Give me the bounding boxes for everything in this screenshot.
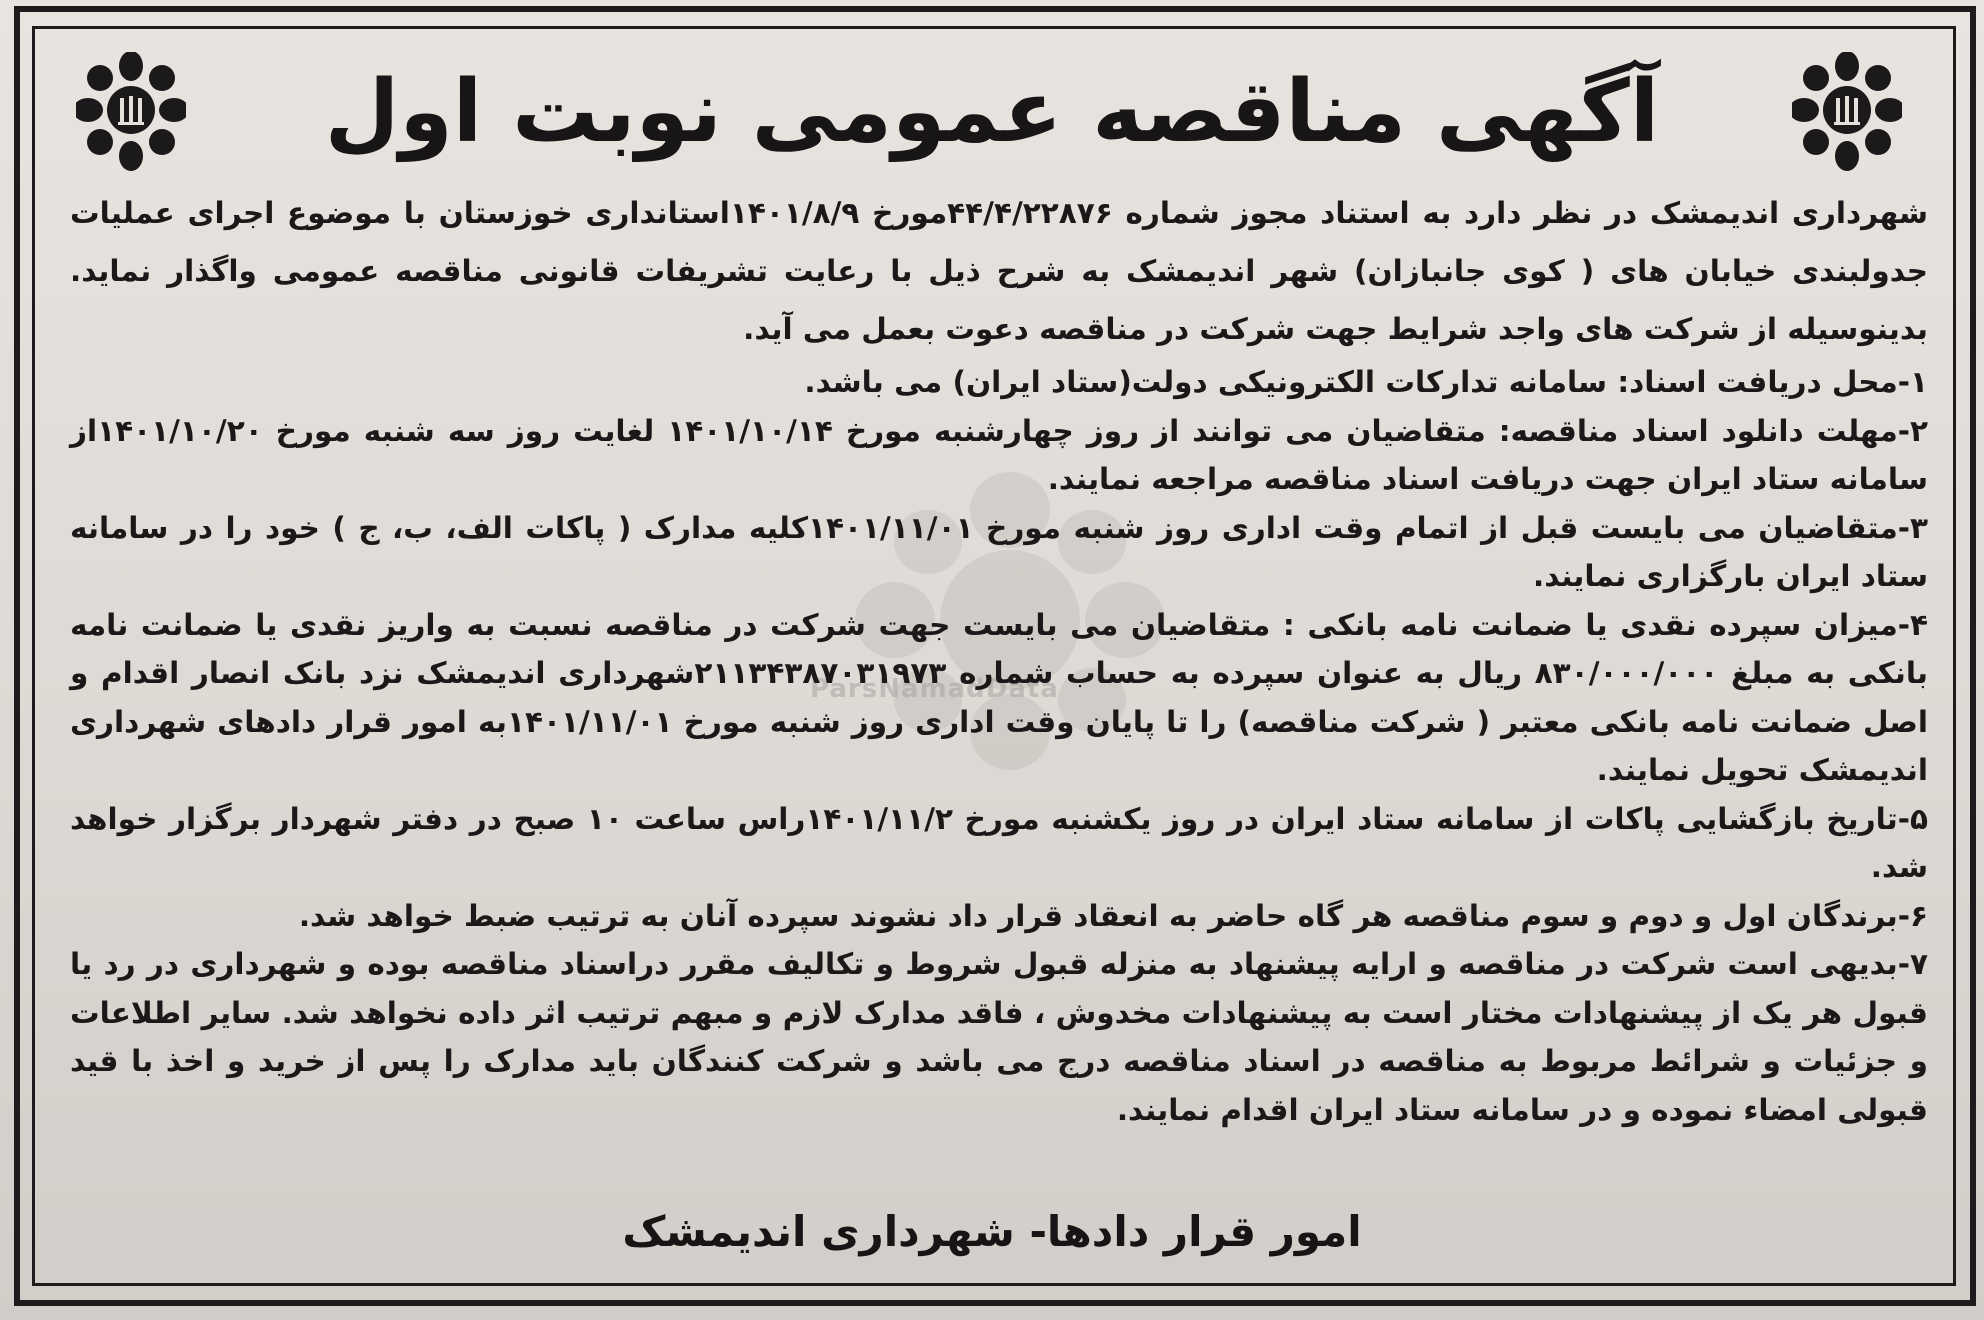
watermark-text: ParsNamadData	[810, 674, 1059, 704]
notice-title: آگهی مناقصه عمومی نوبت اول	[324, 62, 1660, 162]
notice-body	[70, 184, 1928, 1134]
item-winners-forfeit: ۶-برندگان اول و دوم و سوم مناقصه هر گاه حاضر به انعقاد قرار داد نشوند سپرده آنان به ترتیب ضبط خواهد شد.	[298, 898, 1928, 933]
item-document-location: ۱-محل دریافت اسناد: سامانه تدارکات الکترونیکی دولت(ستاد ایران) می باشد.	[804, 365, 1928, 399]
item-download-deadline: ۲-مهلت دانلود اسناد مناقصه: متقاضیان می توانند از روز چهارشنبه مورخ ۱۴۰۱/۱۰/۱۴ لغایت روز سه شنبه مورخ ۱۴۰۱/۱۰/۲۰از سامانه ستاد ایران جهت دریافت اسناد مناقصه مراجعه نمایند.	[70, 413, 1928, 496]
signature-line: امور قرار دادها- شهرداری اندیمشک	[622, 1207, 1362, 1256]
intro-paragraph: شهرداری اندیمشک در نظر دارد به استناد مجوز شماره ۴۴/۴/۲۲۸۷۶مورخ ۱۴۰۱/۸/۹استانداری خوزستان با موضوع اجرای عملیات جدولبندی خیابان های ( کوی جانبازان) شهر اندیمشک به شرح ذیل با رعایت تشریفات قانونی مناقصه عمومی واگذار نماید. بدینوسیله از شرکت های واجد شرایط جهت شرکت در مناقصه دعوت بعمل می آید.	[70, 196, 1928, 346]
item-general-conditions: ۷-بدیهی است شرکت در مناقصه و ارایه پیشنهاد به منزله قبول شروط و تکالیف مقرر دراسناد مناقصه بوده و شهرداری در رد یا قبول هر یک از پیشنهادات مختار است به پیشنهادات مخدوش ، فاقد مدارک لازم و مبهم ترتیب اثر داده نخواهد شد. سایر اطلاعات و جزئیات و شرائط مربوط به مناقصه در اسناد مناقصه درج می باشد و شرکت کنندگان باید مدارک را پس از خرید و اخذ با قید قبولی امضاء نموده و در سامانه ستاد ایران اقدام نمایند.	[70, 947, 1928, 1127]
municipal-emblem-icon	[1792, 52, 1902, 172]
municipal-emblem-icon	[76, 52, 186, 172]
item-deposit-guarantee: ۴-میزان سپرده نقدی یا ضمانت نامه بانکی : متقاضیان می بایست جهت شرکت در مناقصه نسبت به واریز نقدی یا ضمانت نامه بانکی به مبلغ ۸۳۰/۰۰۰/۰۰۰ ریال به عنوان سپرده به حساب شماره ۲۱۱۳۴۳۸۷۰۳۱۹۷۳شهرداری اندیمشک نزد بانک انصار اقدام و اصل ضمانت نامه بانکی معتبر ( شرکت مناقصه) را تا پایان وقت اداری روز شنبه مورخ ۱۴۰۱/۱۱/۰۱به امور قرار دادهای شهرداری اندیمشک تحویل نمایند.	[70, 607, 1929, 787]
item-opening-date: ۵-تاریخ بازگشایی پاکات از سامانه ستاد ایران در روز یکشنبه مورخ ۱۴۰۱/۱۱/۲راس ساعت ۱۰ صبح در دفتر شهردار برگزار خواهد شد.	[70, 801, 1928, 884]
item-upload-deadline: ۳-متقاضیان می بایست قبل از اتمام وقت اداری روز شنبه مورخ ۱۴۰۱/۱۱/۰۱کلیه مدارک ( پاکات الف، ب، ج ) خود را در سامانه ستاد ایران بارگزاری نمایند.	[70, 510, 1928, 593]
